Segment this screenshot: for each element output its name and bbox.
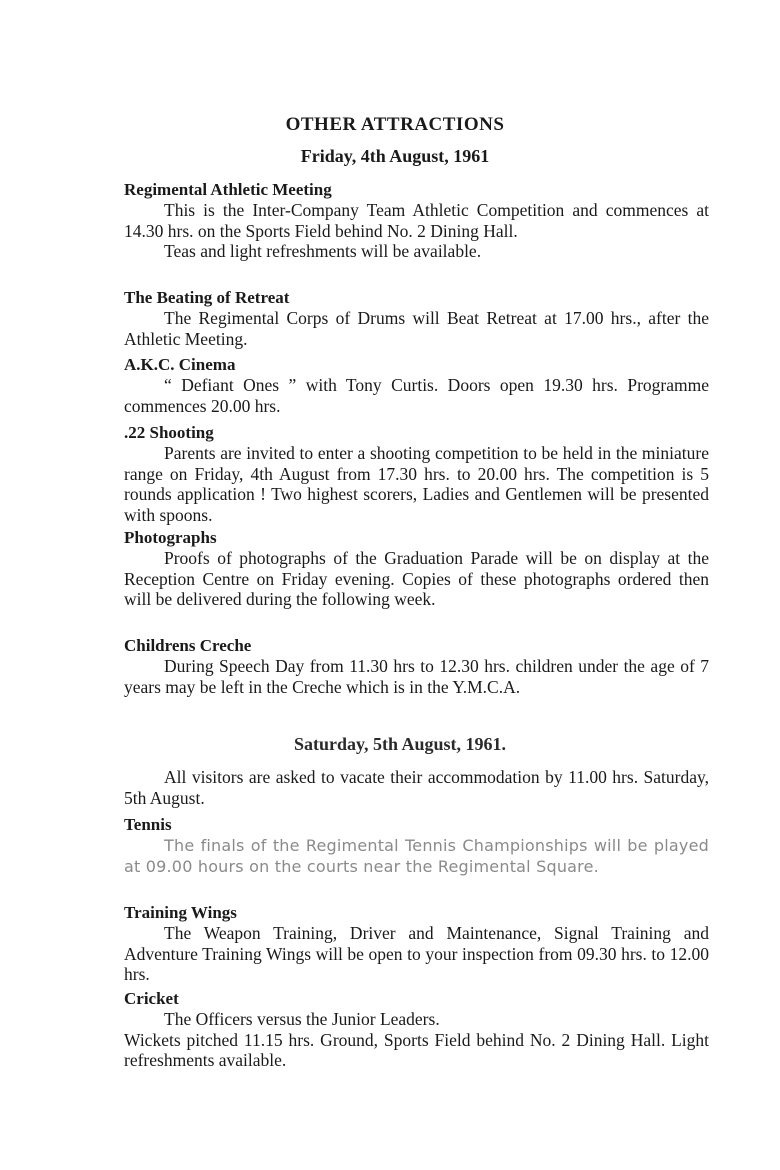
section-beating-retreat xyxy=(124,288,709,349)
section-paragraph: Proofs of photographs of the Graduation Parade will be on display at the Reception Centre on Friday evening. Copies of these photographs ordered then will be delivered during the following week. xyxy=(124,548,709,609)
section-heading: Cricket xyxy=(124,989,179,1008)
section-athletic-meeting xyxy=(124,180,709,262)
section-paragraph: The finals of the Regimental Tennis Championships will be played at 09.00 hours on the courts near the Regimental Square. xyxy=(124,836,709,876)
section-heading: .22 Shooting xyxy=(124,423,214,442)
section-paragraph: During Speech Day from 11.30 hrs to 12.30 hrs. children under the age of 7 years may be left in the Creche which is in the Y.M.C.A. xyxy=(124,656,709,697)
section-paragraph: “ Defiant Ones ” with Tony Curtis. Doors open 19.30 hrs. Programme commences 20.00 hrs. xyxy=(124,375,709,416)
section-cricket xyxy=(124,989,709,1071)
section-heading: A.K.C. Cinema xyxy=(124,355,236,374)
section-heading: Childrens Creche xyxy=(124,636,252,655)
section-heading: Regimental Athletic Meeting xyxy=(124,180,332,199)
section-paragraph: The Regimental Corps of Drums will Beat Retreat at 17.00 hrs., after the Athletic Meeting. xyxy=(124,308,709,349)
section-heading: Tennis xyxy=(124,815,172,834)
saturday-intro xyxy=(124,767,709,808)
section-cinema xyxy=(124,355,709,416)
section-heading: Training Wings xyxy=(124,903,237,922)
section-paragraph: Teas and light refreshments will be available. xyxy=(164,241,482,261)
section-heading: Photographs xyxy=(124,528,217,547)
section-shooting xyxy=(124,423,709,525)
page-title: OTHER ATTRACTIONS xyxy=(285,114,505,135)
section-paragraph: Wickets pitched 11.15 hrs. Ground, Sports Field behind No. 2 Dining Hall. Light refreshments available. xyxy=(124,1029,709,1070)
section-paragraph: The Officers versus the Junior Leaders. xyxy=(164,1009,440,1029)
intro-paragraph: All visitors are asked to vacate their accommodation by 11.00 hrs. Saturday, 5th August. xyxy=(124,767,709,808)
friday-date-heading: Friday, 4th August, 1961 xyxy=(300,146,490,166)
saturday-date-heading: Saturday, 5th August, 1961. xyxy=(293,734,507,754)
section-tennis xyxy=(124,815,709,877)
section-paragraph: Parents are invited to enter a shooting competition to be held in the miniature range on Friday, 4th August from 17.30 hrs. to 20.00 hrs. The competition is 5 rounds application ! Two highest scorers, Ladies and Gentlemen will be presented with spoons. xyxy=(124,443,709,525)
section-paragraph: The Weapon Training, Driver and Maintenance, Signal Training and Adventure Training Wings will be open to your inspection from 09.30 hrs. to 12.00 hrs. xyxy=(124,923,709,984)
section-heading: The Beating of Retreat xyxy=(124,288,290,307)
section-childrens-creche xyxy=(124,636,709,697)
section-training-wings xyxy=(124,903,709,985)
section-paragraph: This is the Inter-Company Team Athletic Competition and commences at 14.30 hrs. on the Sports Field behind No. 2 Dining Hall. xyxy=(124,200,709,241)
section-photographs xyxy=(124,528,709,610)
